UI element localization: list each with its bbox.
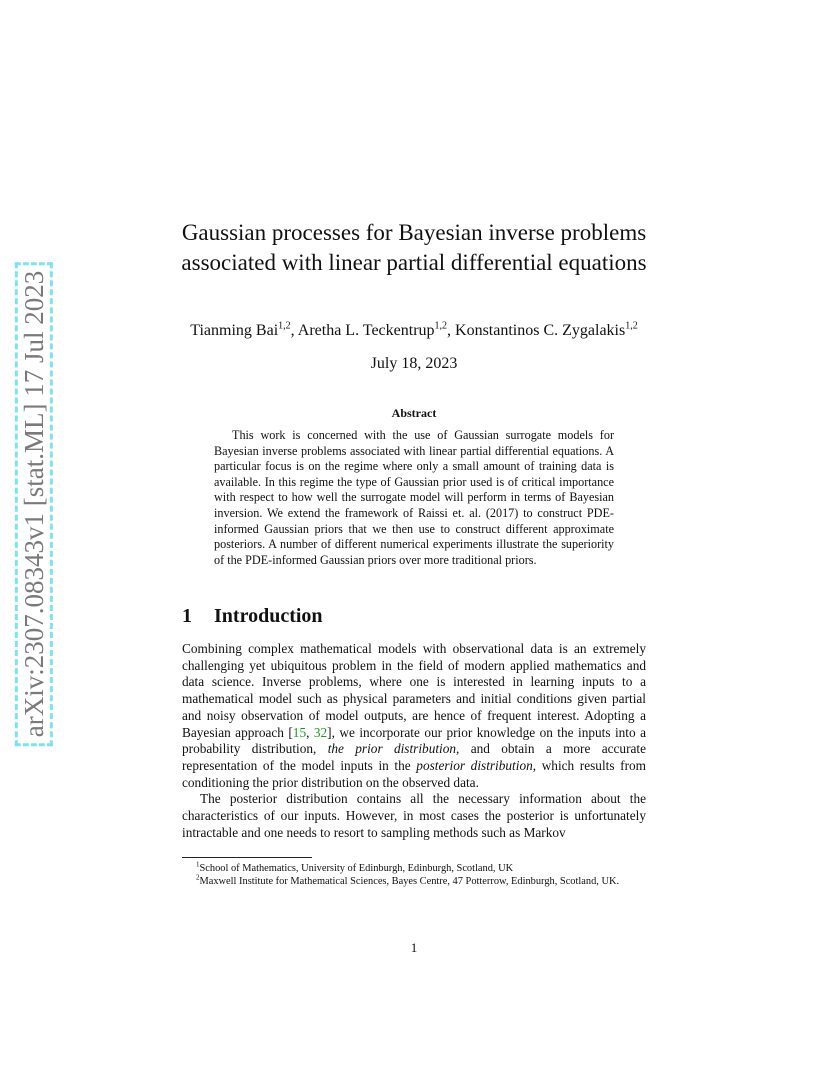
text-run: , and obtain a more accurate representation of the model inputs in the [182, 741, 647, 773]
footnote-text: School of Mathematics, University of Edinburgh, Edinburgh, Scotland, UK [199, 863, 514, 874]
footnotes [182, 862, 646, 889]
section-number: 1 [182, 605, 192, 627]
paragraph [182, 641, 646, 791]
footnote [182, 875, 646, 888]
text-run: Combining complex mathematical models with observational data is an extremely challenging yet ubiquitous problem in the field of modern applied mathematics and data science. Inverse problems, where one is interested in learning inputs to a mathematical model such as physical parameters and initial conditions given partial and noisy observation of model outputs, are hence of frequent interest. Adopting a Bayesian approach [ [182, 641, 646, 740]
text-run: , [306, 724, 314, 740]
footnote-mark: 1 [196, 860, 200, 869]
footnote-rule [182, 857, 312, 858]
author-name: Aretha L. Teckentrup [297, 322, 435, 339]
footnote-text: Maxwell Institute for Mathematical Sciences, Bayes Centre, 47 Potterrow, Edinburgh, Scotland, UK. [199, 876, 620, 888]
author-name: Konstantinos C. Zygalakis [455, 322, 626, 339]
arxiv-stamp-area [14, 256, 54, 752]
paper-title: Gaussian processes for Bayesian inverse problems associated with linear partial differential equations [181, 220, 647, 275]
text-run: , which results from conditioning the prior distribution on the observed data. [182, 757, 646, 790]
author-affiliation: 1,2 [434, 320, 448, 332]
page-number: 1 [410, 940, 418, 955]
abstract-text: This work is concerned with the use of Gaussian surrogate models for Bayesian inverse problems associated with linear partial differential equations. A particular focus is on the regime where only a small amount of training data is available. In this regime the type of Gaussian prior used is of critical importance with respect to how well the surrogate model will perform in terms of Bayesian inversion. We extend the framework of Raissi et. al. (2017) to construct PDE-informed Gaussian priors that we then use to construct different approximate posteriors. A number of different numerical experiments illustrate the superiority of the PDE-informed Gaussian priors over more traditional priors. [214, 428, 614, 567]
author-affiliation: 1,2 [625, 320, 638, 332]
abstract-heading: Abstract [391, 406, 437, 420]
section-heading [182, 605, 323, 628]
arxiv-stamp[interactable]: arXiv:2307.08343v1 [stat.ML] 17 Jul 2023 [15, 262, 53, 746]
footnote-mark: 2 [196, 873, 200, 882]
citation-link[interactable]: 15 [292, 724, 307, 740]
body-text [182, 641, 646, 841]
paragraph: The posterior distribution contains all the necessary information about the characteristics of our inputs. However, in most cases the posterior is unfortunately intractable and one needs to resort to sampling methods such as Markov [182, 791, 646, 840]
text-run: ], we incorporate our prior knowledge on the inputs into a probability distribution, [182, 724, 646, 757]
section-title: Introduction [214, 605, 323, 627]
author-affiliation: 1,2 [278, 320, 291, 332]
author-name: Tianming Bai [190, 322, 279, 339]
citation-link[interactable]: 32 [313, 724, 328, 740]
emphasis: posterior distribution [416, 757, 533, 773]
emphasis: the prior distribution [327, 741, 457, 757]
paper-date: July 18, 2023 [370, 355, 458, 372]
author-list: Tianming Bai$^{1,2}$, Aretha L. Teckentrup$^{1,2}$, Konstantinos C. Zygalakis$^{1,2}$ [190, 320, 638, 339]
footnote [182, 862, 646, 875]
